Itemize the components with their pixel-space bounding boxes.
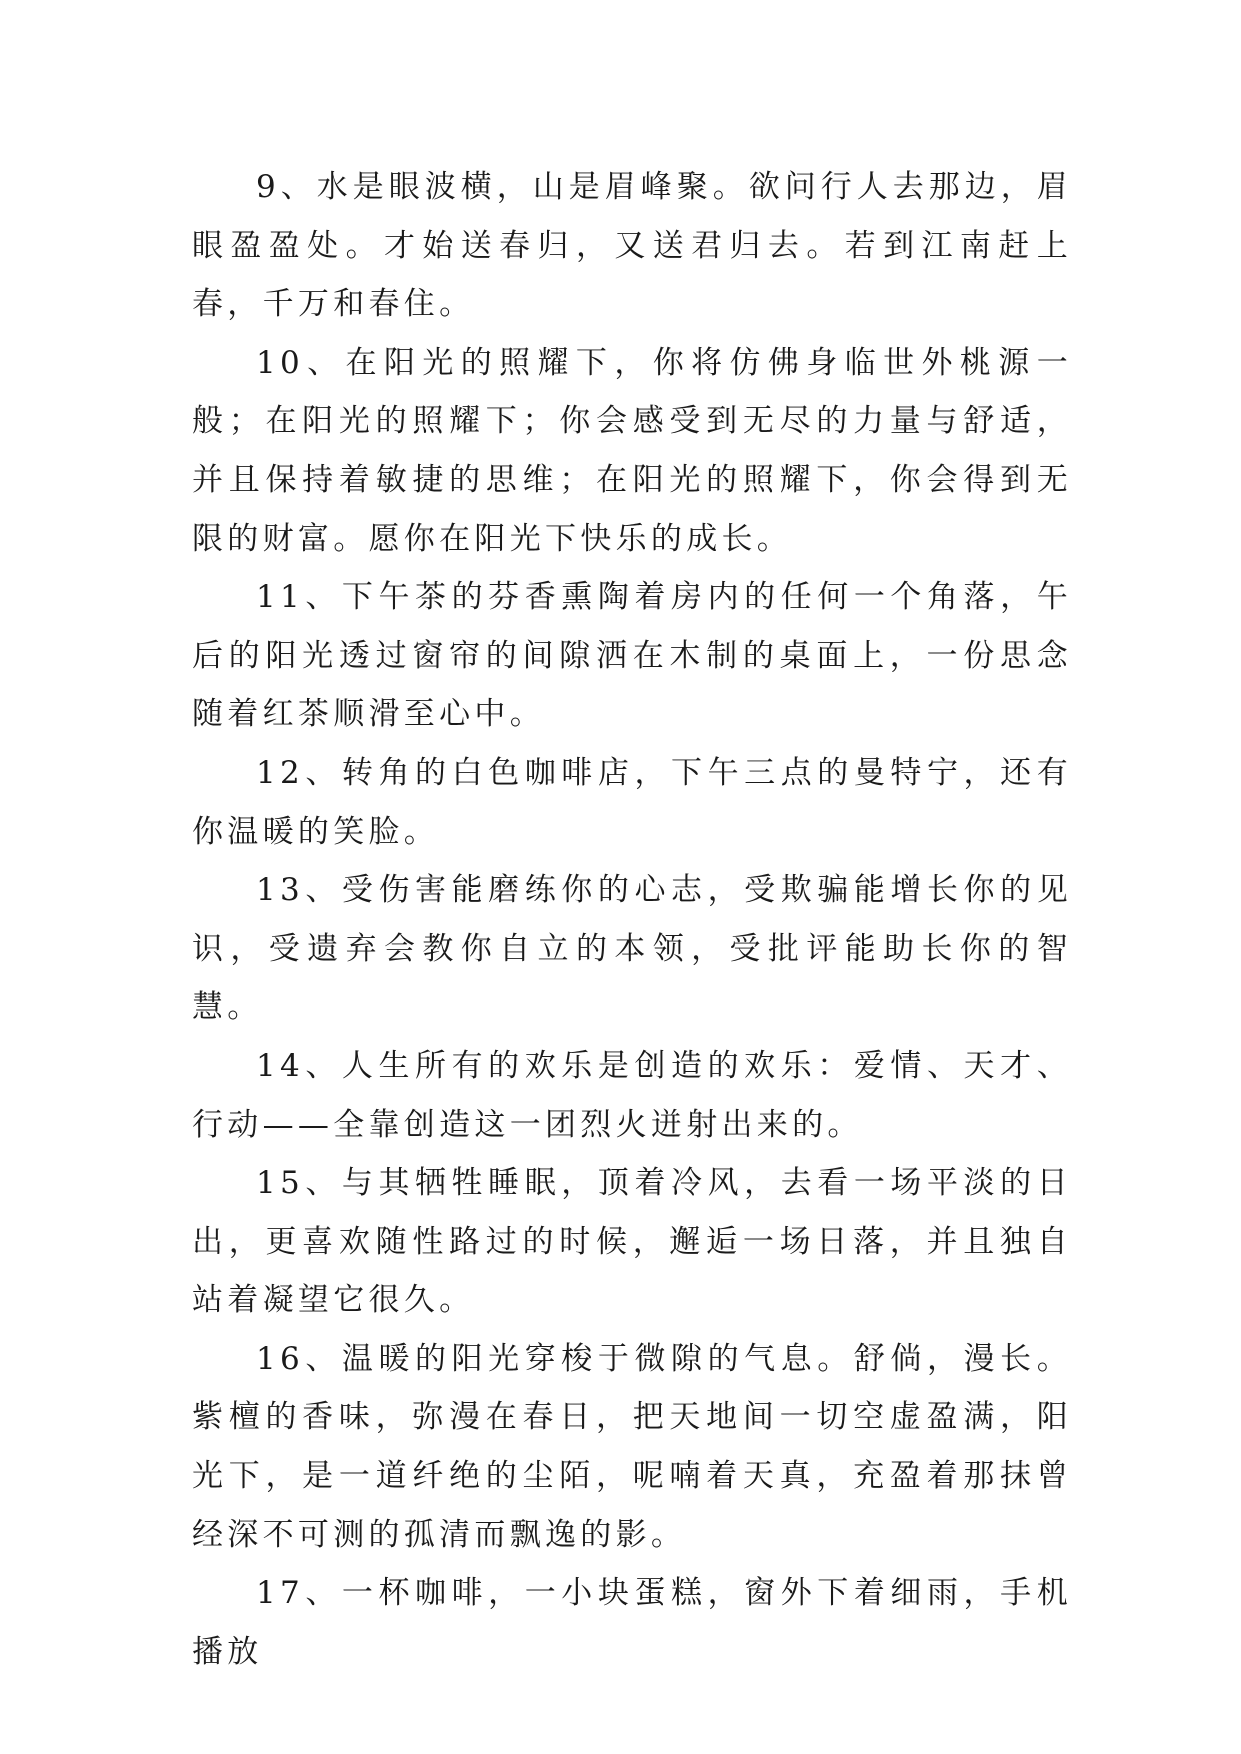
document-body [192, 158, 1072, 1681]
paragraph-16: 16、温暖的阳光穿梭于微隙的气息。舒倘，漫长。紫檀的香味，弥漫在春日，把天地间一切空虚盈满，阳光下，是一道纤绝的尘陌，呢喃着天真，充盈着那抹曾经深不可测的孤清而飘逸的影。 [192, 1340, 1072, 1553]
paragraph-17: 17、一杯咖啡，一小块蛋糕，窗外下着细雨，手机播放 [192, 1575, 1072, 1670]
paragraph-12: 12、转角的白色咖啡店，下午三点的曼特宁，还有你温暖的笑脸。 [192, 754, 1072, 850]
paragraph-10: 10、在阳光的照耀下，你将仿佛身临世外桃源一般；在阳光的照耀下；你会感受到无尽的力量与舒适，并且保持着敏捷的思维；在阳光的照耀下，你会得到无限的财富。愿你在阳光下快乐的成长。 [192, 344, 1072, 557]
paragraph-11: 11、下午茶的芬香熏陶着房内的任何一个角落，午后的阳光透过窗帘的间隙洒在木制的桌面上，一份思念随着红茶顺滑至心中。 [192, 579, 1072, 733]
paragraph-14: 14、人生所有的欢乐是创造的欢乐：爱情、天才、行动——全靠创造这一团烈火迸射出来的。 [192, 1047, 1072, 1143]
paragraph-13: 13、受伤害能磨练你的心志，受欺骗能增长你的见识，受遗弃会教你自立的本领，受批评能助长你的智慧。 [192, 872, 1072, 1026]
paragraph-15: 15、与其牺牲睡眠，顶着冷风，去看一场平淡的日出，更喜欢随性路过的时候，邂逅一场日落，并且独自站着凝望它很久。 [192, 1165, 1072, 1319]
paragraph-9: 9、水是眼波横，山是眉峰聚。欲问行人去那边，眉眼盈盈处。才始送春归，又送君归去。若到江南赶上春，千万和春住。 [192, 169, 1072, 323]
